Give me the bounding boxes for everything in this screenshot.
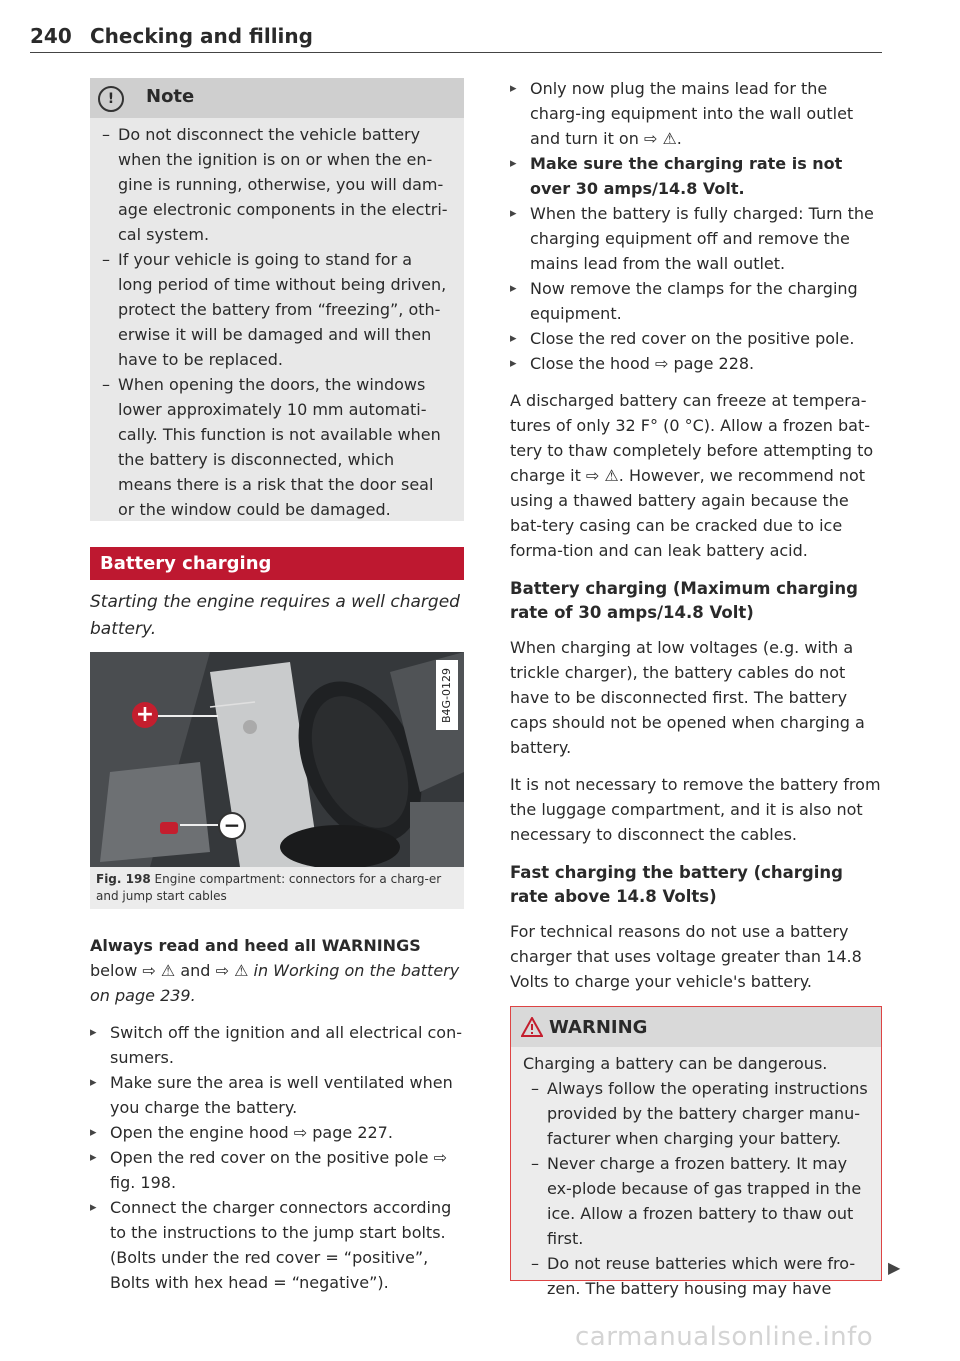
step-item: ▸ Close the hood ⇨ page 228. <box>510 351 882 376</box>
freeze-paragraph: A discharged battery can freeze at tempera-tures of only 32 F° (0 °C). Allow a frozen bat-tery to thaw completely before attempting to charge it ⇨ ⚠. However, we recommend not using a thawed battery again because the bat-tery casing can be cracked due to ice forma-tion and can leak battery acid. <box>510 391 874 560</box>
warning-triangle-icon <box>521 1017 543 1037</box>
warning-ref-arrow: ⇨ <box>215 961 229 980</box>
subheading-max-rate: Battery charging (Maximum charging rate of 30 amps/14.8 Volt) <box>510 579 858 622</box>
step-item-emphasis: ▸ Make sure the charging rate is not over 30 amps/14.8 Volt. <box>510 151 882 201</box>
step-item: ▸ When the battery is fully charged: Turn the charging equipment off and remove the mains lead from the wall outlet. <box>510 201 882 276</box>
step-item: ▸ Close the red cover on the positive pole. <box>510 326 882 351</box>
warning-ref-below: below <box>90 961 138 980</box>
note-item: – Do not disconnect the vehicle battery when the ignition is on or when the en-gine is running, otherwise, you will dam-age electronic components in the electri-cal system. <box>94 122 450 247</box>
warning-triangle-icon: ⚠ <box>160 961 176 980</box>
figure-caption <box>90 867 464 909</box>
figure-code: B4G-0129 <box>436 660 458 730</box>
negative-callout-line <box>180 824 218 826</box>
warning-content <box>523 1051 873 1301</box>
positive-callout-line <box>158 715 218 717</box>
section-heading: Battery charging <box>90 547 464 580</box>
page-number: 240 <box>30 24 72 48</box>
page-header <box>30 22 882 53</box>
note-box <box>90 78 464 521</box>
warning-ref-arrow: ⇨ <box>142 961 156 980</box>
fast-charging-paragraph: For technical reasons do not use a battery charger that uses voltage greater than 14.8 Volts to charge your vehicle's battery. <box>510 922 862 991</box>
note-list <box>94 122 450 522</box>
positive-pole-marker: + <box>132 702 158 728</box>
step-item: ▸ Open the red cover on the positive pole ⇨ fig. 198. <box>90 1145 464 1195</box>
note-header <box>90 78 464 118</box>
continue-arrow-icon: ▶ <box>888 1258 901 1277</box>
warning-title: WARNING <box>549 1017 648 1038</box>
warning-header <box>511 1007 881 1047</box>
step-item: ▸ Make sure the area is well ventilated when you charge the battery. <box>90 1070 464 1120</box>
step-item: ▸ Only now plug the mains lead for the charg-ing equipment into the wall outlet and turn it on ⇨ ⚠. <box>510 76 882 151</box>
negative-pole-marker: − <box>218 812 246 840</box>
watermark: carmanualsonline.info <box>575 1322 874 1352</box>
subheading-fast-charging: Fast charging the battery (charging rate above 14.8 Volts) <box>510 863 843 906</box>
low-voltage-paragraph: When charging at low voltages (e.g. with a trickle charger), the battery cables do not have to be disconnected first. The battery caps should not be opened when charging a battery. <box>510 638 865 757</box>
left-body <box>90 933 464 1295</box>
warning-intro: Charging a battery can be dangerous. <box>523 1054 828 1073</box>
figure-label: Fig. 198 <box>96 872 151 886</box>
note-item: – When opening the doors, the windows lower approximately 10 mm automati-cally. This function is not available when the battery is disconnected, which means there is a risk that the door seal or the window could be damaged. <box>94 372 450 522</box>
figure-caption-text: Engine compartment: connectors for a charg-er and jump start cables <box>96 872 442 903</box>
warning-item: – Do not reuse batteries which were fro-zen. The battery housing may have <box>523 1251 873 1301</box>
no-removal-paragraph: It is not necessary to remove the battery from the luggage compartment, and it is also not necessary to disconnect the cables. <box>510 775 881 844</box>
step-item: ▸ Switch off the ignition and all electrical con-sumers. <box>90 1020 464 1070</box>
info-icon: ! <box>98 86 124 112</box>
engine-compartment-figure <box>90 652 464 867</box>
warning-box <box>510 1006 882 1298</box>
right-body <box>510 76 882 994</box>
note-item: – If your vehicle is going to stand for a long period of time without being driven, protect the battery from “freezing”, oth-erwise it will be damaged and will then have to be replaced. <box>94 247 450 372</box>
warning-triangle-icon: ⚠ <box>234 961 249 980</box>
section-title: Checking and filling <box>90 24 313 48</box>
step-item: ▸ Open the engine hood ⇨ page 227. <box>90 1120 464 1145</box>
warning-ref-bold: Always read and heed all WARNINGS <box>90 936 421 955</box>
warning-item: – Never charge a frozen battery. It may ex-plode because of gas trapped in the ice. Allow a frozen battery to thaw out first. <box>523 1151 873 1251</box>
note-title: Note <box>146 86 195 107</box>
warning-ref-and: and <box>180 961 211 980</box>
step-item: ▸ Connect the charger connectors according to the instructions to the jump start bolts. (Bolts under the red cover = “positive”, Bolts with hex head = “negative”). <box>90 1195 464 1295</box>
warning-reference <box>90 933 464 1008</box>
section-intro: Starting the engine requires a well charged battery. <box>90 592 460 639</box>
step-item: ▸ Now remove the clamps for the charging equipment. <box>510 276 882 326</box>
engine-illustration <box>90 652 464 867</box>
warning-ref-link[interactable]: in Working on the battery on page 239. <box>90 961 460 1005</box>
warning-item: – Always follow the operating instructions provided by the battery charger manu-facturer when charging your battery. <box>523 1076 873 1151</box>
